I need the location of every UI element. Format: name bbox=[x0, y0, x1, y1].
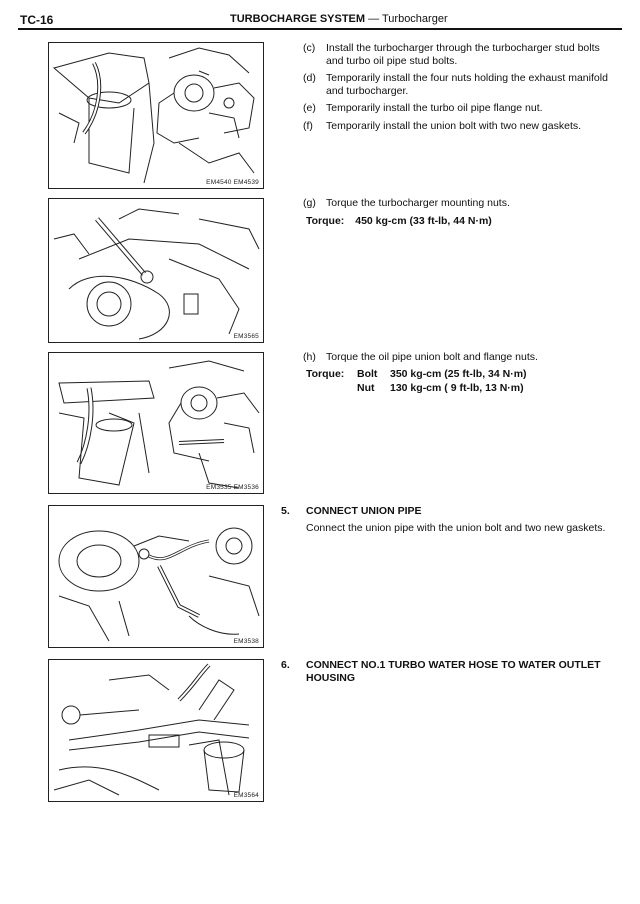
step-marker: (e) bbox=[303, 102, 316, 114]
step-text: Temporarily install the union bolt with two new gaskets. bbox=[326, 120, 582, 132]
header-rule bbox=[18, 28, 622, 30]
title-separator: — bbox=[368, 13, 380, 25]
step-g bbox=[303, 197, 613, 210]
figure-union-bolt bbox=[48, 352, 264, 494]
step-marker: (c) bbox=[303, 42, 316, 54]
torque-label: Torque: bbox=[306, 215, 345, 227]
page-title bbox=[230, 13, 448, 25]
torque-value: 450 kg-cm (33 ft-lb, 44 N·m) bbox=[355, 215, 492, 227]
section-5-number: 5. bbox=[281, 505, 290, 517]
section-6-number: 6. bbox=[281, 659, 290, 671]
torque-bolt-value: 350 kg-cm (25 ft-lb, 34 N·m) bbox=[390, 368, 527, 380]
torque-nut-value: 130 kg-cm ( 9 ft-lb, 13 N·m) bbox=[390, 382, 524, 394]
figure-caption: EM3564 bbox=[233, 792, 259, 799]
section-6-title: CONNECT NO.1 TURBO WATER HOSE TO WATER OUTLET HOUSING bbox=[306, 659, 601, 684]
figure-water-hose-drawing bbox=[49, 660, 263, 801]
figure-caption: EM3538 bbox=[233, 638, 259, 645]
step-h bbox=[303, 351, 613, 364]
step-text: Torque the oil pipe union bolt and flange nuts. bbox=[326, 351, 538, 363]
figure-union-pipe bbox=[48, 505, 264, 648]
step-c bbox=[303, 42, 613, 68]
figure-union-bolt-drawing bbox=[49, 353, 263, 493]
subsystem-name: Turbocharger bbox=[381, 13, 448, 25]
figure-turbo-install bbox=[48, 42, 264, 189]
figure-caption: EM3565 bbox=[233, 333, 259, 340]
torque-label-h: Torque: bbox=[306, 368, 345, 380]
section-5-body: Connect the union pipe with the union bolt and two new gaskets. bbox=[306, 522, 606, 534]
page-code: TC-16 bbox=[20, 13, 54, 27]
figure-turbo-install-drawing bbox=[49, 43, 263, 188]
figure-caption: EM3535 EM3536 bbox=[206, 484, 259, 491]
figure-union-pipe-drawing bbox=[49, 506, 263, 647]
figure-caption: EM4540 EM4539 bbox=[206, 179, 259, 186]
torque-bolt-label: Bolt bbox=[357, 368, 378, 380]
torque-spec-g bbox=[306, 215, 492, 227]
step-text: Install the turbocharger through the turbocharger stud bolts and turbo oil pipe stud bolts. bbox=[326, 42, 600, 67]
figure-mounting-nuts-drawing bbox=[49, 199, 263, 342]
figure-mounting-nuts bbox=[48, 198, 264, 343]
step-marker: (d) bbox=[303, 72, 316, 84]
section-5-title: CONNECT UNION PIPE bbox=[306, 505, 422, 517]
step-text: Temporarily install the turbo oil pipe flange nut. bbox=[326, 102, 543, 114]
step-text: Temporarily install the four nuts holding the exhaust manifold and turbocharger. bbox=[326, 72, 608, 97]
step-e bbox=[303, 102, 613, 115]
figure-water-hose bbox=[48, 659, 264, 802]
step-text: Torque the turbocharger mounting nuts. bbox=[326, 197, 510, 209]
step-marker: (f) bbox=[303, 120, 313, 132]
torque-nut-label: Nut bbox=[357, 382, 375, 394]
step-d bbox=[303, 72, 613, 98]
system-name: TURBOCHARGE SYSTEM bbox=[230, 13, 366, 25]
step-f bbox=[303, 120, 613, 133]
step-marker: (g) bbox=[303, 197, 316, 209]
step-marker: (h) bbox=[303, 351, 316, 363]
